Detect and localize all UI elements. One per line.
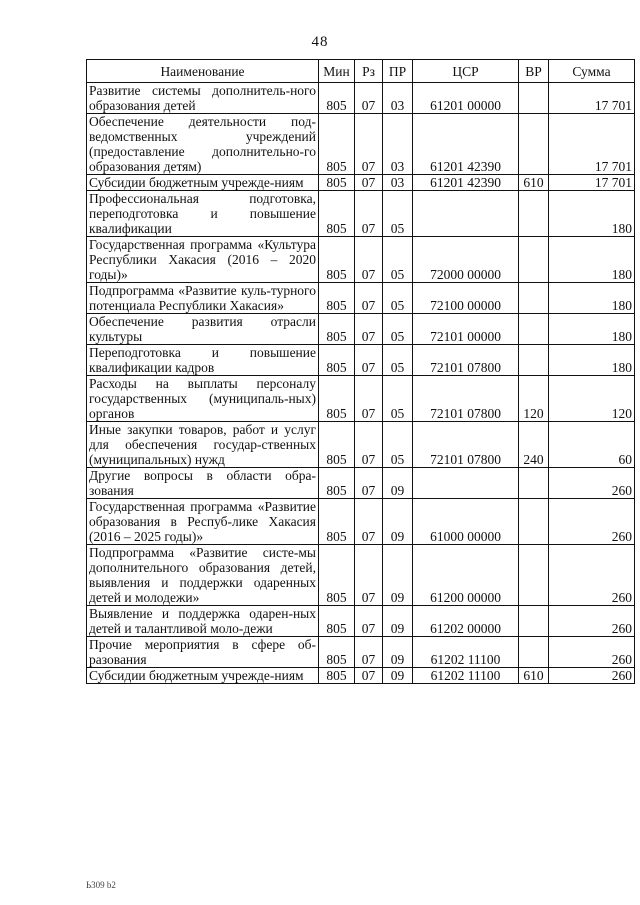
row-subsection-cell: 05: [383, 237, 413, 283]
table-row: [87, 499, 635, 545]
row-target-article-cell: 61202 11100: [413, 637, 519, 668]
row-subsection-cell: 03: [383, 175, 413, 191]
row-amount-cell: 260: [549, 606, 635, 637]
row-name-cell: Иные закупки товаров, работ и услуг для обеспечения государ-ственных (муниципальных) нужд: [87, 422, 319, 468]
row-target-article-cell: 72100 00000: [413, 283, 519, 314]
row-expense-type-cell: [519, 314, 549, 345]
table-row: [87, 114, 635, 175]
row-name-cell: Подпрограмма «Развитие куль-турного потенциала Республики Хакасия»: [87, 283, 319, 314]
row-subsection-cell: 09: [383, 499, 413, 545]
row-section-cell: 07: [355, 606, 383, 637]
budget-table: [86, 59, 635, 684]
row-ministry-cell: 805: [319, 668, 355, 684]
header-subsection: ПР: [383, 60, 413, 83]
row-expense-type-cell: [519, 637, 549, 668]
row-target-article-cell: 72000 00000: [413, 237, 519, 283]
table-row: [87, 637, 635, 668]
row-subsection-cell: 09: [383, 468, 413, 499]
header-expense-type: ВР: [519, 60, 549, 83]
row-section-cell: 07: [355, 668, 383, 684]
table-row: [87, 376, 635, 422]
row-ministry-cell: 805: [319, 237, 355, 283]
row-target-article-cell: 61201 00000: [413, 83, 519, 114]
row-expense-type-cell: [519, 499, 549, 545]
table-row: [87, 283, 635, 314]
table-row: [87, 314, 635, 345]
row-name-cell: Профессиональная подготовка, переподготовка и повышение квалификации: [87, 191, 319, 237]
row-subsection-cell: 05: [383, 345, 413, 376]
row-section-cell: 07: [355, 83, 383, 114]
row-expense-type-cell: 610: [519, 175, 549, 191]
row-subsection-cell: 05: [383, 191, 413, 237]
row-name-cell: Обеспечение развития отрасли культуры: [87, 314, 319, 345]
header-section: Рз: [355, 60, 383, 83]
row-expense-type-cell: [519, 283, 549, 314]
row-target-article-cell: 72101 07800: [413, 345, 519, 376]
row-name-cell: Государственная программа «Развитие образования в Респуб-лике Хакасия (2016 – 2025 годы)»: [87, 499, 319, 545]
table-row: [87, 668, 635, 684]
row-ministry-cell: 805: [319, 545, 355, 606]
row-ministry-cell: 805: [319, 114, 355, 175]
row-target-article-cell: 72101 00000: [413, 314, 519, 345]
row-name-cell: Переподготовка и повышение квалификации кадров: [87, 345, 319, 376]
row-ministry-cell: 805: [319, 345, 355, 376]
row-section-cell: 07: [355, 637, 383, 668]
row-expense-type-cell: [519, 114, 549, 175]
row-name-cell: Другие вопросы в области обра-зования: [87, 468, 319, 499]
row-amount-cell: 180: [549, 237, 635, 283]
row-ministry-cell: 805: [319, 83, 355, 114]
row-subsection-cell: 09: [383, 606, 413, 637]
row-target-article-cell: 72101 07800: [413, 422, 519, 468]
row-subsection-cell: 09: [383, 545, 413, 606]
header-name: Наименование: [87, 60, 319, 83]
row-expense-type-cell: [519, 345, 549, 376]
row-target-article-cell: 61200 00000: [413, 545, 519, 606]
row-target-article-cell: 61202 00000: [413, 606, 519, 637]
row-target-article-cell: 61000 00000: [413, 499, 519, 545]
header-ministry: Мин: [319, 60, 355, 83]
row-section-cell: 07: [355, 283, 383, 314]
row-amount-cell: 17 701: [549, 114, 635, 175]
row-amount-cell: 180: [549, 314, 635, 345]
footer-code: Ь309 b2: [86, 880, 116, 890]
row-ministry-cell: 805: [319, 314, 355, 345]
row-amount-cell: 17 701: [549, 175, 635, 191]
row-expense-type-cell: [519, 83, 549, 114]
row-amount-cell: 17 701: [549, 83, 635, 114]
row-subsection-cell: 03: [383, 114, 413, 175]
row-section-cell: 07: [355, 345, 383, 376]
row-name-cell: Обеспечение деятельности под-ведомственных учреждений (предоставление дополнительно-го образования детям): [87, 114, 319, 175]
row-name-cell: Выявление и поддержка одарен-ных детей и талантливой моло-дежи: [87, 606, 319, 637]
header-target-article: ЦСР: [413, 60, 519, 83]
row-name-cell: Субсидии бюджетным учрежде-ниям: [87, 175, 319, 191]
table-row: [87, 345, 635, 376]
row-section-cell: 07: [355, 422, 383, 468]
row-ministry-cell: 805: [319, 468, 355, 499]
row-expense-type-cell: [519, 545, 549, 606]
row-expense-type-cell: [519, 191, 549, 237]
table-header-row: [87, 60, 635, 83]
row-section-cell: 07: [355, 545, 383, 606]
row-amount-cell: 180: [549, 345, 635, 376]
row-ministry-cell: 805: [319, 376, 355, 422]
row-expense-type-cell: [519, 468, 549, 499]
row-subsection-cell: 09: [383, 668, 413, 684]
row-amount-cell: 180: [549, 283, 635, 314]
row-section-cell: 07: [355, 114, 383, 175]
row-subsection-cell: 05: [383, 376, 413, 422]
row-name-cell: Развитие системы дополнитель-ного образования детей: [87, 83, 319, 114]
row-ministry-cell: 805: [319, 175, 355, 191]
table-row: [87, 191, 635, 237]
table-row: [87, 83, 635, 114]
table-row: [87, 468, 635, 499]
row-target-article-cell: 61202 11100: [413, 668, 519, 684]
row-section-cell: 07: [355, 499, 383, 545]
table-row: [87, 545, 635, 606]
row-amount-cell: 260: [549, 545, 635, 606]
row-target-article-cell: [413, 191, 519, 237]
row-target-article-cell: [413, 468, 519, 499]
row-name-cell: Субсидии бюджетным учрежде-ниям: [87, 668, 319, 684]
row-name-cell: Расходы на выплаты персоналу государственных (муниципаль-ных) органов: [87, 376, 319, 422]
row-expense-type-cell: 120: [519, 376, 549, 422]
row-subsection-cell: 09: [383, 637, 413, 668]
row-expense-type-cell: [519, 606, 549, 637]
row-amount-cell: 180: [549, 191, 635, 237]
table-row: [87, 606, 635, 637]
row-subsection-cell: 03: [383, 83, 413, 114]
row-ministry-cell: 805: [319, 191, 355, 237]
table-row: [87, 175, 635, 191]
row-amount-cell: 260: [549, 637, 635, 668]
row-ministry-cell: 805: [319, 637, 355, 668]
row-section-cell: 07: [355, 314, 383, 345]
row-subsection-cell: 05: [383, 283, 413, 314]
row-section-cell: 07: [355, 191, 383, 237]
row-expense-type-cell: 240: [519, 422, 549, 468]
row-section-cell: 07: [355, 237, 383, 283]
row-section-cell: 07: [355, 468, 383, 499]
row-subsection-cell: 05: [383, 422, 413, 468]
row-target-article-cell: 61201 42390: [413, 175, 519, 191]
row-ministry-cell: 805: [319, 283, 355, 314]
row-ministry-cell: 805: [319, 499, 355, 545]
row-amount-cell: 60: [549, 422, 635, 468]
row-expense-type-cell: 610: [519, 668, 549, 684]
row-subsection-cell: 05: [383, 314, 413, 345]
row-amount-cell: 120: [549, 376, 635, 422]
page-number: 48: [311, 34, 329, 50]
row-ministry-cell: 805: [319, 422, 355, 468]
row-section-cell: 07: [355, 376, 383, 422]
row-name-cell: Прочие мероприятия в сфере об-разования: [87, 637, 319, 668]
row-expense-type-cell: [519, 237, 549, 283]
row-section-cell: 07: [355, 175, 383, 191]
table-row: [87, 422, 635, 468]
row-name-cell: Государственная программа «Культура Республики Хакасия (2016 – 2020 годы)»: [87, 237, 319, 283]
row-name-cell: Подпрограмма «Развитие систе-мы дополнительного образования детей, выявления и поддержки одаренных детей и молодежи»: [87, 545, 319, 606]
row-target-article-cell: 61201 42390: [413, 114, 519, 175]
row-amount-cell: 260: [549, 468, 635, 499]
row-amount-cell: 260: [549, 499, 635, 545]
row-ministry-cell: 805: [319, 606, 355, 637]
row-target-article-cell: 72101 07800: [413, 376, 519, 422]
header-amount: Сумма: [549, 60, 635, 83]
row-amount-cell: 260: [549, 668, 635, 684]
table-row: [87, 237, 635, 283]
